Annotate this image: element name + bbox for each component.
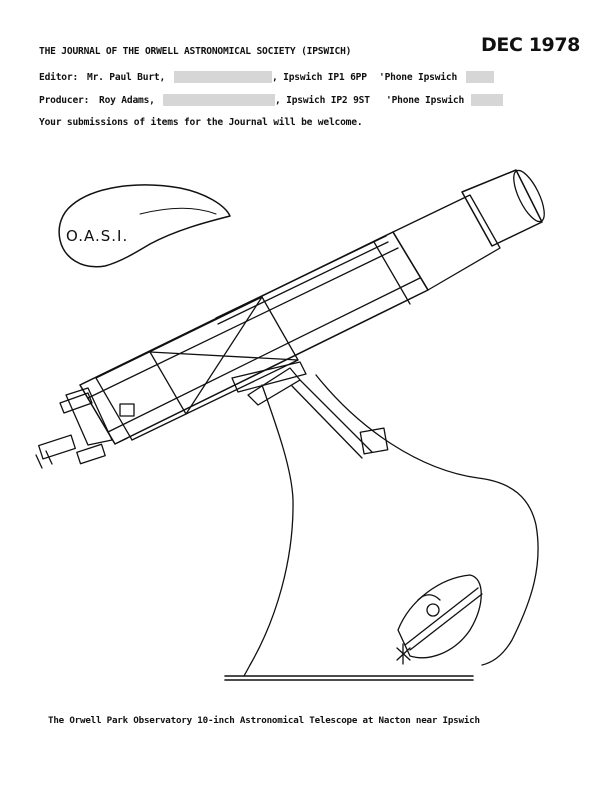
logo-comet-outline bbox=[59, 185, 230, 267]
tube-inner-line bbox=[88, 248, 420, 432]
telescope-eyepiece-end bbox=[36, 388, 134, 468]
oasi-logo bbox=[59, 185, 230, 267]
pier-base-left bbox=[244, 665, 250, 676]
issue-date: DEC 1978 bbox=[481, 34, 580, 56]
redacted-phone bbox=[471, 94, 503, 106]
journal-title: THE JOURNAL OF THE ORWELL ASTRONOMICAL SOCIETY (IPSWICH) bbox=[39, 46, 352, 57]
producer-town: , Ipswich IP2 9ST bbox=[275, 95, 370, 106]
telescope-tube bbox=[80, 166, 550, 444]
telescope-mount bbox=[232, 362, 388, 458]
drive-panel bbox=[398, 575, 481, 658]
tube-rail bbox=[216, 236, 388, 324]
drive-rods bbox=[405, 588, 482, 650]
submissions-note: Your submissions of items for the Journal will be welcome. bbox=[39, 117, 363, 128]
producer-label: Producer: bbox=[39, 95, 90, 106]
producer-name: Roy Adams, bbox=[99, 95, 155, 106]
editor-phone-label: 'Phone Ipswich bbox=[379, 72, 458, 83]
mount-strut bbox=[292, 380, 372, 458]
editor-town: , Ipswich IP1 6PP bbox=[272, 72, 367, 83]
tube-front-section bbox=[393, 195, 500, 290]
telescope-illustration bbox=[0, 150, 612, 690]
eyepiece-2 bbox=[77, 444, 105, 463]
redacted-address bbox=[163, 94, 275, 106]
tube-main-body bbox=[80, 232, 428, 444]
logo-comet-inner bbox=[140, 208, 216, 214]
redacted-phone bbox=[466, 71, 494, 83]
telescope-pier bbox=[225, 375, 538, 680]
tube-ring-1 bbox=[96, 378, 132, 440]
eyepiece-bracket bbox=[120, 404, 134, 416]
tube-dew-cap bbox=[462, 170, 542, 246]
logo-text: O.A.S.I. bbox=[66, 227, 129, 245]
drive-gear bbox=[427, 604, 439, 616]
producer-phone-label: 'Phone Ipswich bbox=[386, 95, 465, 106]
drive-handwheel bbox=[397, 644, 410, 664]
redacted-address bbox=[174, 71, 272, 83]
editor-label: Editor: bbox=[39, 72, 79, 83]
pier-base-line bbox=[225, 676, 473, 680]
eyepiece-1 bbox=[39, 435, 76, 459]
pier-outline bbox=[250, 375, 538, 665]
tube-ring-2 bbox=[150, 352, 186, 414]
figure-caption: The Orwell Park Observatory 10-inch Astronomical Telescope at Nacton near Ipswich bbox=[48, 715, 480, 726]
mount-cradle bbox=[232, 362, 306, 392]
editor-name: Mr. Paul Burt, bbox=[87, 72, 166, 83]
tube-ring-3 bbox=[262, 297, 298, 360]
focuser-knob bbox=[36, 451, 52, 468]
